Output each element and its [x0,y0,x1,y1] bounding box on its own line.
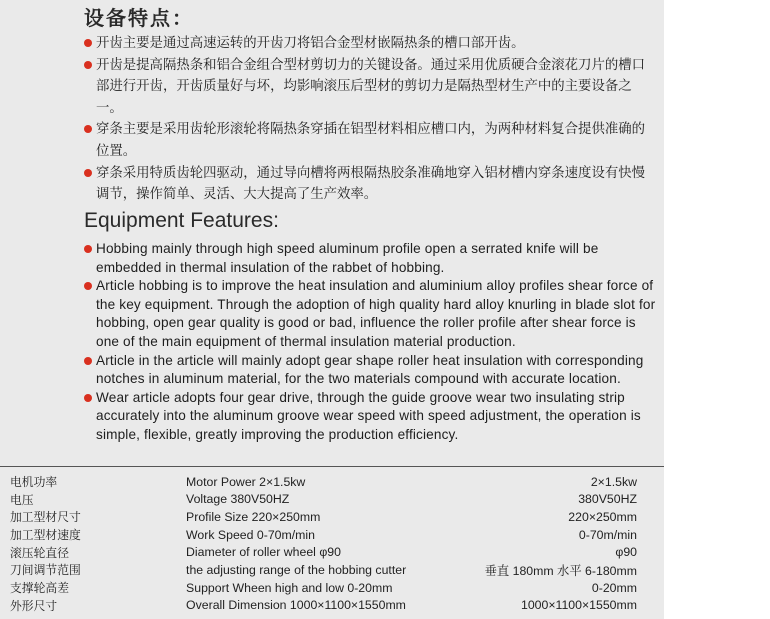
spec-value: 垂直 180mm 水平 6-180mm [484,563,637,578]
en-feature-text: Article hobbing is to improve the heat insulation and aluminium alloy profiles shear force of the key equipment. Through the adoption of high quality hard alloy knurling in blade slot for hobbing, open gear quality is good or bad, influence the roller profile after shear force is one of the main equipment of thermal insulation material production. [96,278,656,349]
spec-en-label: Overall Dimension 1000×1100×1550mm [186,598,406,613]
bullet-dot-icon [84,245,92,253]
spec-cn-label: 外形尺寸 [10,598,58,613]
table-row [0,491,664,509]
spec-en-label: the adjusting range of the hobbing cutter [186,562,407,577]
spec-cn-label: 滚压轮直径 [10,545,69,560]
bullet-dot-icon [84,169,92,177]
specs-table [0,473,664,614]
spec-value: 220×250mm [568,509,637,524]
spec-cn-label: 加工型材尺寸 [10,510,81,525]
cn-section-title: 设备特点： [84,6,194,30]
spec-en-label: Support Wheen high and low 0-20mm [186,580,393,595]
en-section-title: Equipment Features: [84,209,279,232]
bullet-dot-icon [84,282,92,290]
cn-feature-item [84,163,649,206]
spec-cn-label: 电压 [10,492,34,507]
section-divider [0,466,664,467]
cn-feature-text: 开齿是提高隔热条和铝合金组合型材剪切力的关键设备。通过采用优质硬合金滚花刀片的槽口部进行开齿，开齿质量好与坏，均影响滚压后型材的剪切力是隔热型材生产中的主要设备之一。 [96,57,646,116]
en-feature-text: Wear article adopts four gear drive, through the guide groove wear two insulating strip accurately into the aluminum groove wear speed with speed adjustment, the operation is simple, flexible, greatly improving the production efficiency. [96,389,641,442]
spec-cn-label: 刀间调节范围 [10,563,81,578]
spec-value: 0-70m/min [578,527,637,542]
en-feature-item [84,277,658,351]
cn-feature-list [84,33,649,206]
en-feature-text: Hobbing mainly through high speed aluminum profile open a serrated knife will be embedded in thermal insulation of the rabbet of hobbing. [96,241,599,275]
en-feature-item [84,240,658,277]
cn-feature-item [84,33,649,55]
spec-en-label: Voltage 380V50HZ [186,492,290,507]
en-feature-list [84,240,658,445]
spec-cn-label: 加工型材速度 [10,528,81,543]
bullet-dot-icon [84,61,92,69]
table-row [0,597,664,615]
spec-cn-label: 支撑轮高差 [10,581,69,596]
spec-value: 2×1.5kw [590,474,637,489]
bullet-dot-icon [84,357,92,365]
bullet-dot-icon [84,394,92,402]
table-row [0,543,664,561]
spec-value: 1000×1100×1550mm [520,598,637,613]
spec-en-label: Motor Power 2×1.5kw [186,474,306,489]
table-row [0,526,664,544]
spec-cn-label: 电机功率 [10,475,58,490]
spec-value: 380V50HZ [578,492,637,507]
table-row [0,561,664,579]
spec-value: 0-20mm [591,580,637,595]
table-row [0,579,664,597]
spec-value: φ90 [615,545,637,560]
cn-feature-item [84,55,649,120]
cn-feature-text: 穿条主要是采用齿轮形滚轮将隔热条穿插在铝型材料相应槽口内，为两种材料复合提供准确的位置。 [96,122,646,159]
spec-en-label: Profile Size 220×250mm [186,509,321,524]
table-row [0,508,664,526]
spec-en-label: Diameter of roller wheel φ90 [186,545,341,560]
table-row [0,473,664,491]
cn-feature-text: 穿条采用特质齿轮四驱动，通过导向槽将两根隔热胶条准确地穿入铝材槽内穿条速度设有快慢调节，操作简单、灵活、大大提高了生产效率。 [96,165,646,203]
en-feature-text: Article in the article will mainly adopt gear shape roller heat insulation with corresponding notches in aluminum material, for the two materials compound with accurate location. [96,352,644,387]
cn-feature-text: 开齿主要是通过高速运转的开齿刀将铝合金型材嵌隔热条的槽口部开齿。 [96,36,525,51]
en-feature-item [84,389,658,445]
spec-en-label: Work Speed 0-70m/min [186,527,315,542]
en-feature-item [84,352,658,389]
bullet-dot-icon [84,39,92,47]
bullet-dot-icon [84,125,92,133]
cn-feature-item [84,119,649,162]
